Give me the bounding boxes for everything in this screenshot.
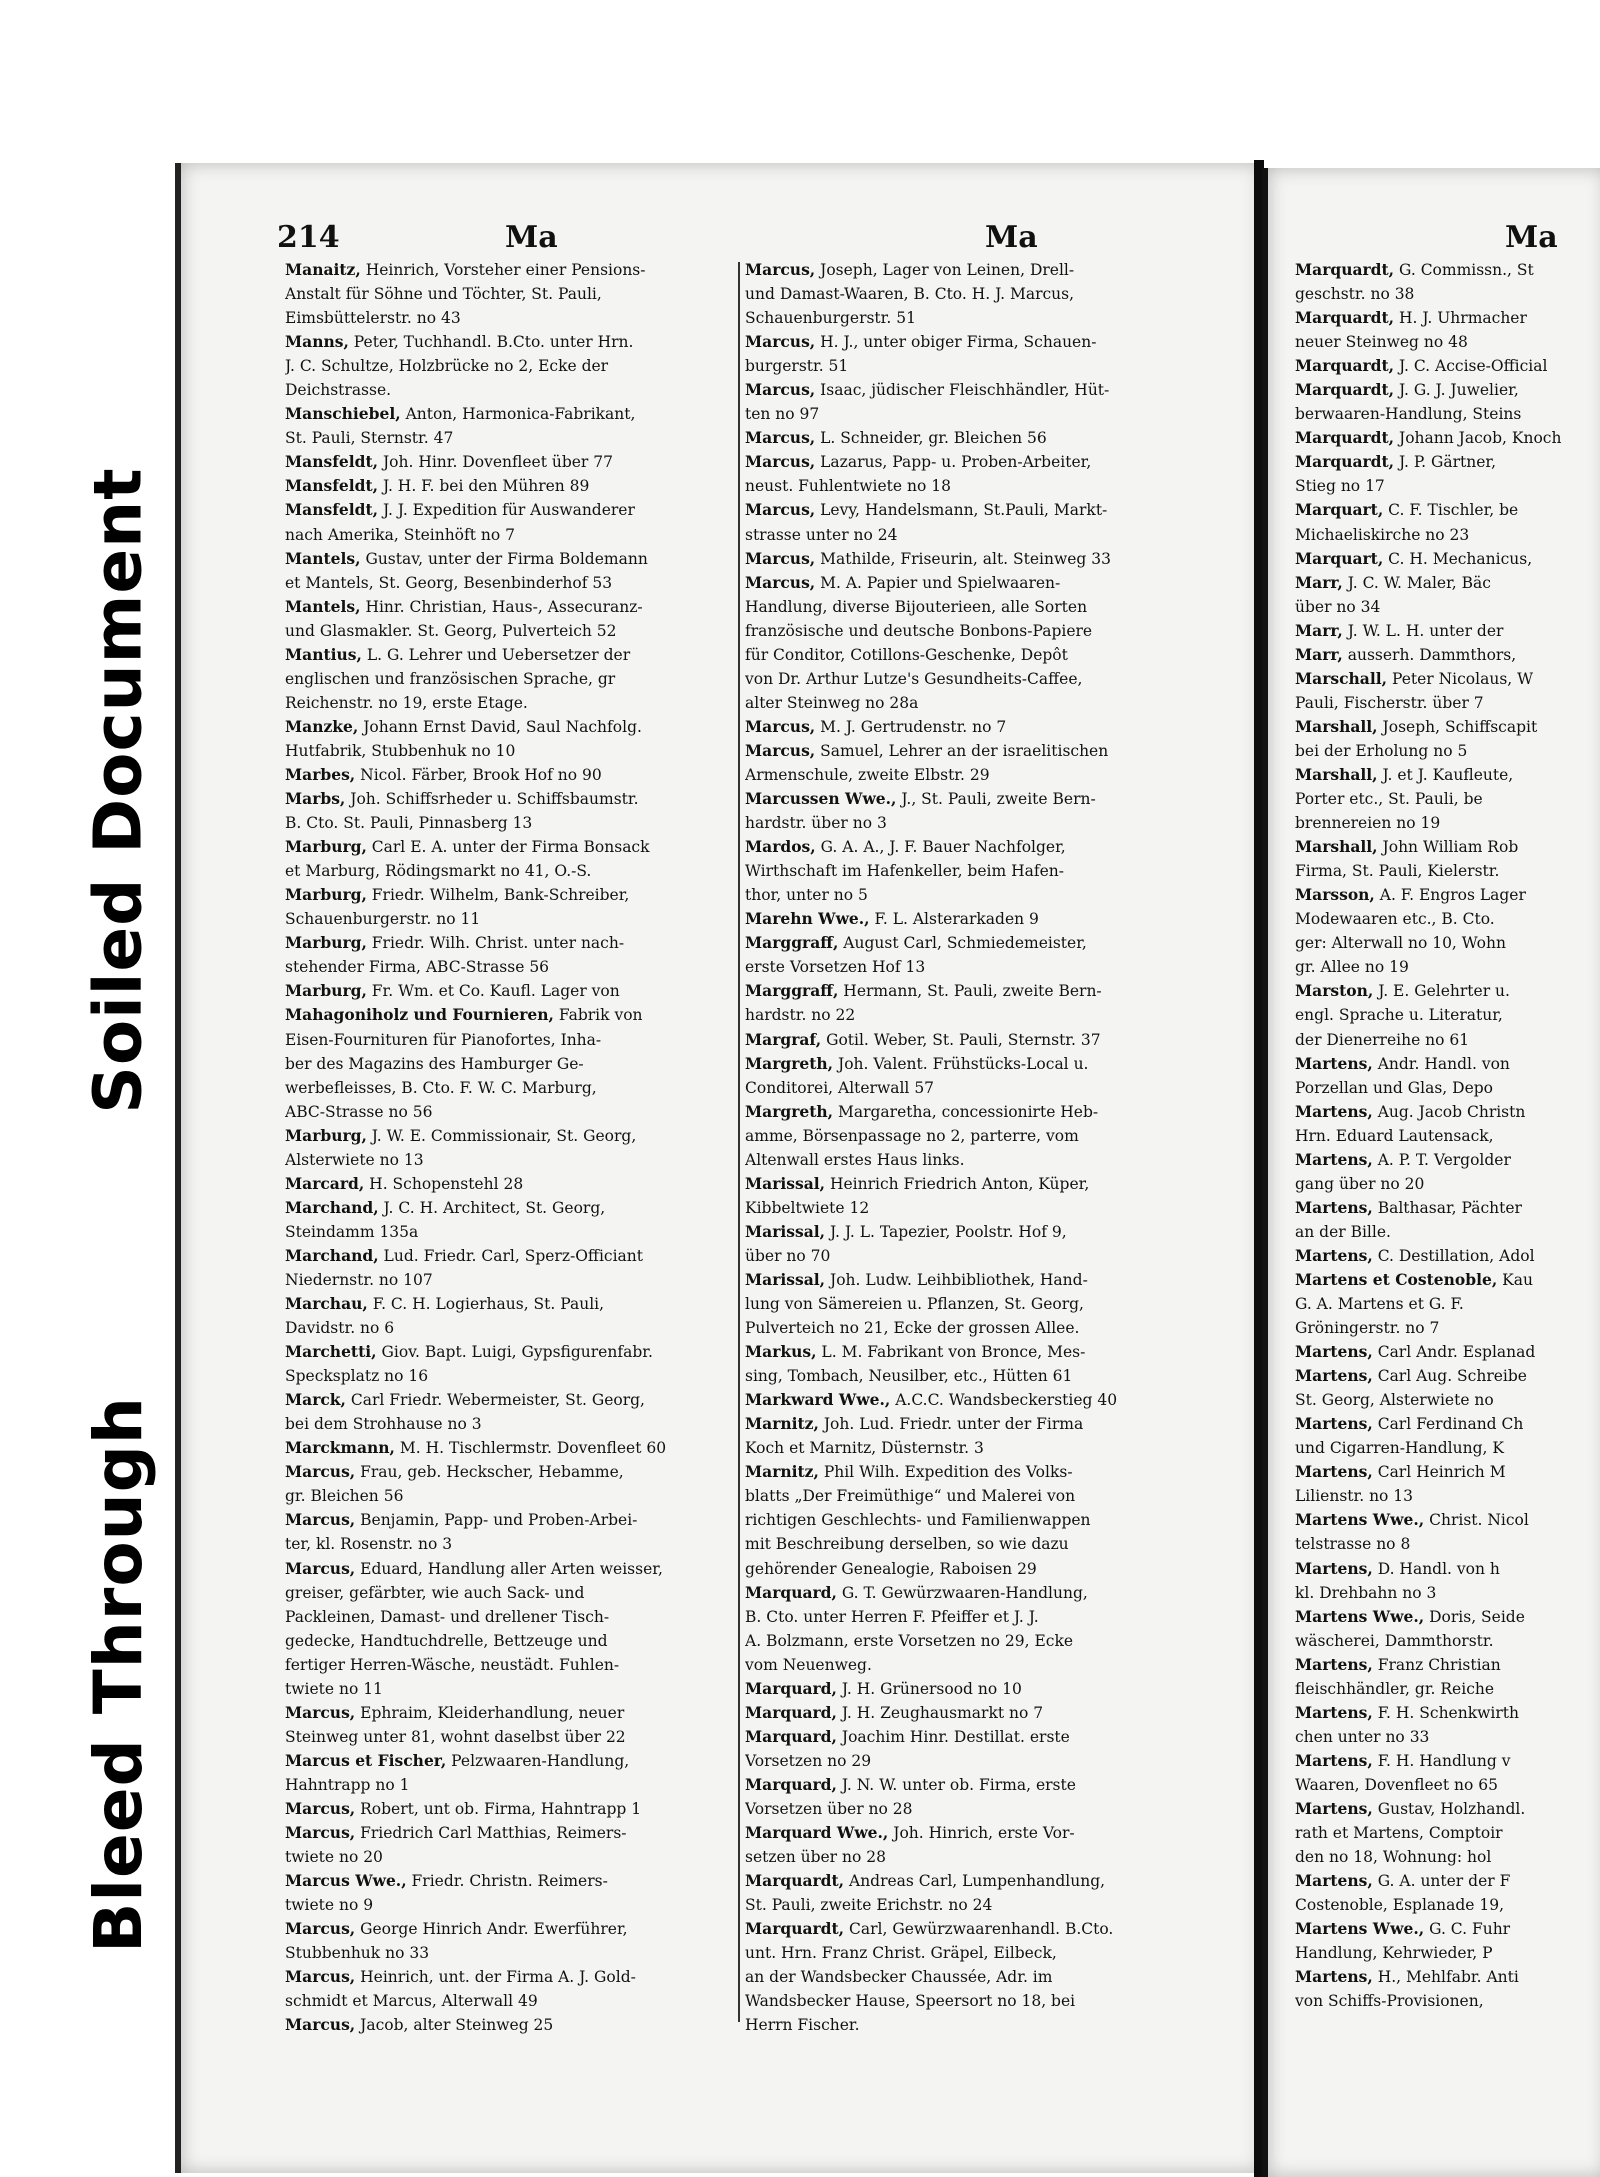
- directory-line: Schauenburgerstr. no 11: [285, 910, 481, 929]
- directory-line: französische und deutsche Bonbons-Papiere: [745, 621, 1093, 640]
- directory-line: den no 18, Wohnung: hol: [1295, 1848, 1492, 1867]
- directory-line: Waaren, Dovenfleet no 65: [1295, 1775, 1498, 1794]
- directory-line: für Conditor, Cotillons-Geschenke, Depôt: [745, 645, 1068, 664]
- directory-line: Martens, Carl Andr. Esplanad: [1295, 1342, 1536, 1362]
- directory-line: Martens, Balthasar, Pächter: [1295, 1197, 1522, 1217]
- section-heading-left: Ma: [505, 220, 558, 255]
- section-heading-middle: Ma: [985, 220, 1038, 255]
- directory-line: Margraf, Gotil. Weber, St. Pauli, Sternstr. 37: [745, 1029, 1101, 1049]
- directory-line: Wirthschaft im Hafenkeller, beim Hafen-: [745, 862, 1064, 881]
- directory-line: Marchand, Lud. Friedr. Carl, Sperz-Officiant: [285, 1245, 643, 1265]
- directory-line: ter, kl. Rosenstr. no 3: [285, 1535, 453, 1554]
- directory-line: Markus, L. M. Fabrikant von Bronce, Mes-: [745, 1342, 1086, 1362]
- directory-line: Kibbeltwiete 12: [745, 1198, 870, 1217]
- directory-line: Marcus, L. Schneider, gr. Bleichen 56: [745, 428, 1047, 448]
- directory-line: Stieg no 17: [1295, 477, 1385, 496]
- directory-line: Marquardt, Carl, Gewürzwaarenhandl. B.Cto.: [745, 1919, 1114, 1939]
- directory-line: Martens Wwe., Doris, Seide: [1295, 1606, 1525, 1626]
- directory-line: Martens, F. H. Handlung v: [1295, 1750, 1511, 1770]
- directory-line: wäscherei, Dammthorstr.: [1295, 1631, 1494, 1650]
- directory-line: Koch et Marnitz, Düsternstr. 3: [745, 1439, 984, 1458]
- directory-line: und Cigarren-Handlung, K: [1295, 1439, 1504, 1458]
- directory-column-1: [285, 258, 740, 2037]
- directory-line: Marcus, H. J., unter obiger Firma, Schauen-: [745, 332, 1097, 352]
- directory-line: Mansfeldt, Joh. Hinr. Dovenfleet über 77: [285, 452, 613, 472]
- directory-line: gr. Bleichen 56: [285, 1487, 404, 1506]
- directory-line: Manaitz, Heinrich, Vorsteher einer Pensions-: [285, 260, 646, 279]
- directory-line: thor, unter no 5: [745, 886, 868, 905]
- directory-line: berwaaren-Handlung, Steins: [1295, 405, 1522, 424]
- directory-line: G. A. Martens et G. F.: [1295, 1295, 1464, 1314]
- directory-line: Markward Wwe., A.C.C. Wandsbeckerstieg 40: [745, 1390, 1118, 1410]
- directory-line: strasse unter no 24: [745, 525, 898, 544]
- directory-line: Porter etc., St. Pauli, be: [1295, 790, 1483, 809]
- directory-line: Marcard, H. Schopenstehl 28: [285, 1173, 524, 1193]
- directory-line: alter Steinweg no 28a: [745, 693, 919, 712]
- directory-line: von Schiffs-Provisionen,: [1295, 1992, 1484, 2011]
- directory-line: ten no 97: [745, 405, 820, 424]
- directory-line: Marck, Carl Friedr. Webermeister, St. Georg,: [285, 1390, 645, 1410]
- directory-line: unt. Hrn. Franz Christ. Gräpel, Eilbeck,: [745, 1944, 1057, 1963]
- directory-line: burgerstr. 51: [745, 357, 849, 376]
- directory-line: Marr, J. C. W. Maler, Bäc: [1295, 572, 1491, 592]
- directory-line: mit Beschreibung derselben, so wie dazu: [745, 1535, 1069, 1554]
- directory-line: Marquart, C. F. Tischler, be: [1295, 500, 1519, 520]
- section-heading-right: Ma: [1505, 220, 1558, 255]
- directory-line: Gröningerstr. no 7: [1295, 1319, 1440, 1338]
- directory-line: Hrn. Eduard Lautensack,: [1295, 1126, 1494, 1145]
- directory-line: Marquard Wwe., Joh. Hinrich, erste Vor-: [745, 1823, 1075, 1843]
- directory-line: Margreth, Margaretha, concessionirte Heb-: [745, 1101, 1099, 1121]
- directory-line: chen unter no 33: [1295, 1727, 1430, 1746]
- directory-line: Armenschule, zweite Elbstr. 29: [745, 765, 990, 784]
- directory-line: Martens, A. P. T. Vergolder: [1295, 1149, 1511, 1169]
- directory-line: gang über no 20: [1295, 1174, 1425, 1193]
- directory-line: Manns, Peter, Tuchhandl. B.Cto. unter Hrn.: [285, 332, 634, 352]
- directory-line: Mantels, Gustav, unter der Firma Boldemann: [285, 548, 648, 568]
- directory-line: Marquardt, H. J. Uhrmacher: [1295, 308, 1527, 328]
- directory-line: Wandsbecker Hause, Speersort no 18, bei: [745, 1992, 1076, 2011]
- directory-line: richtigen Geschlechts- und Familienwappen: [745, 1511, 1091, 1530]
- directory-line: J. C. Schultze, Holzbrücke no 2, Ecke der: [285, 357, 609, 376]
- directory-line: über no 70: [745, 1246, 831, 1265]
- directory-line: Marshall, Joseph, Schiffscapit: [1295, 716, 1538, 736]
- directory-line: Marcus, Samuel, Lehrer an der israelitischen: [745, 740, 1109, 760]
- directory-line: Eisen-Fournituren für Pianofortes, Inha-: [285, 1030, 602, 1049]
- directory-line: Marcussen Wwe., J., St. Pauli, zweite Bern-: [745, 789, 1096, 809]
- directory-line: Handlung, diverse Bijouterieen, alle Sorten: [745, 597, 1088, 616]
- directory-line: Martens, Franz Christian: [1295, 1654, 1501, 1674]
- directory-line: A. Bolzmann, erste Vorsetzen no 29, Ecke: [745, 1631, 1074, 1650]
- directory-line: Costenoble, Esplanade 19,: [1295, 1896, 1505, 1915]
- directory-line: St. Pauli, zweite Erichstr. no 24: [745, 1896, 993, 1915]
- directory-line: Marcus, Eduard, Handlung aller Arten weisser,: [285, 1558, 663, 1578]
- directory-line: lung von Sämereien u. Pflanzen, St. Georg,: [745, 1295, 1084, 1314]
- directory-line: Marshall, J. et J. Kaufleute,: [1295, 764, 1514, 784]
- directory-line: Steindamm 135a: [285, 1222, 419, 1241]
- soiled-document-label: [62, 466, 174, 1114]
- directory-line: Marcus, Joseph, Lager von Leinen, Drell-: [745, 260, 1075, 279]
- directory-line: Marggraff, August Carl, Schmiedemeister,: [745, 933, 1087, 953]
- directory-line: Marehn Wwe., F. L. Alsterarkaden 9: [745, 909, 1039, 929]
- directory-line: Marshall, John William Rob: [1295, 837, 1519, 857]
- directory-line: Marr, ausserh. Dammthors,: [1295, 644, 1517, 664]
- directory-line: Altenwall erstes Haus links.: [745, 1150, 965, 1169]
- directory-line: Firma, St. Pauli, Kielerstr.: [1295, 862, 1500, 881]
- directory-line: englischen und französischen Sprache, gr: [285, 669, 616, 688]
- directory-line: et Mantels, St. Georg, Besenbinderhof 53: [285, 573, 613, 592]
- directory-line: Marquardt, J. G. J. Juwelier,: [1295, 380, 1519, 400]
- directory-line: Marissal, Heinrich Friedrich Anton, Küper,: [745, 1173, 1090, 1193]
- directory-line: Martens, C. Destillation, Adol: [1295, 1245, 1535, 1265]
- directory-line: Marschall, Peter Nicolaus, W: [1295, 668, 1534, 688]
- directory-line: Steinweg unter 81, wohnt daselbst über 22: [285, 1727, 626, 1746]
- directory-line: amme, Börsenpassage no 2, parterre, vom: [745, 1126, 1079, 1145]
- directory-line: Marburg, Fr. Wm. et Co. Kaufl. Lager von: [285, 981, 620, 1001]
- directory-line: Michaeliskirche no 23: [1295, 525, 1470, 544]
- directory-line: Manzke, Johann Ernst David, Saul Nachfolg.: [285, 716, 642, 736]
- directory-line: Marquard, G. T. Gewürzwaaren-Handlung,: [745, 1582, 1088, 1602]
- directory-line: Vorsetzen no 29: [745, 1751, 872, 1770]
- directory-line: Marcus, M. A. Papier und Spielwaaren-: [745, 572, 1061, 592]
- directory-line: Marquart, C. H. Mechanicus,: [1295, 548, 1533, 568]
- directory-line: Marcus Wwe., Friedr. Christn. Reimers-: [285, 1871, 608, 1891]
- directory-line: Marr, J. W. L. H. unter der: [1295, 620, 1504, 640]
- directory-line: Marchand, J. C. H. Architect, St. Georg,: [285, 1197, 606, 1217]
- directory-line: Marquard, J. H. Zeughausmarkt no 7: [745, 1702, 1044, 1722]
- directory-line: hardstr. über no 3: [745, 814, 887, 833]
- directory-line: Marcus et Fischer, Pelzwaaren-Handlung,: [285, 1750, 630, 1770]
- directory-line: Manschiebel, Anton, Harmonica-Fabrikant,: [285, 404, 636, 424]
- bleed-through-label: [62, 1356, 174, 1992]
- directory-line: Martens, F. H. Schenkwirth: [1295, 1702, 1519, 1722]
- directory-line: brennereien no 19: [1295, 814, 1441, 833]
- directory-line: Alsterwiete no 13: [285, 1150, 424, 1169]
- directory-line: Handlung, Kehrwieder, P: [1295, 1944, 1493, 1963]
- directory-line: Mahagoniholz und Fournieren, Fabrik von: [285, 1005, 643, 1025]
- directory-line: Reichenstr. no 19, erste Etage.: [285, 693, 528, 712]
- directory-line: Marston, J. E. Gelehrter u.: [1295, 981, 1510, 1001]
- directory-line: Marissal, J. J. L. Tapezier, Poolstr. Hof 9,: [745, 1221, 1067, 1241]
- directory-line: Marburg, Friedr. Wilhelm, Bank-Schreiber,: [285, 885, 630, 905]
- directory-line: Modewaaren etc., B. Cto.: [1295, 910, 1495, 929]
- directory-line: neust. Fuhlentwiete no 18: [745, 477, 951, 496]
- directory-line: B. Cto. unter Herren F. Pfeiffer et J. J.: [745, 1607, 1039, 1626]
- directory-line: Marquardt, J. P. Gärtner,: [1295, 452, 1497, 472]
- directory-line: Marquard, J. N. W. unter ob. Firma, erste: [745, 1774, 1076, 1794]
- directory-line: ger: Alterwall no 10, Wohn: [1295, 934, 1506, 953]
- directory-line: Davidstr. no 6: [285, 1319, 395, 1338]
- directory-line: Stubbenhuk no 33: [285, 1944, 430, 1963]
- directory-line: St. Georg, Alsterwiete no: [1295, 1391, 1494, 1410]
- directory-line: ABC-Strasse no 56: [285, 1102, 433, 1121]
- directory-line: gehörender Genealogie, Raboisen 29: [745, 1559, 1037, 1578]
- directory-line: Martens, Gustav, Holzhandl.: [1295, 1799, 1526, 1818]
- directory-line: Marcus, Benjamin, Papp- und Proben-Arbei-: [285, 1510, 638, 1530]
- directory-line: Specksplatz no 16: [285, 1367, 429, 1386]
- directory-line: Mansfeldt, J. J. Expedition für Auswanderer: [285, 500, 635, 520]
- directory-line: Deichstrasse.: [285, 381, 392, 400]
- directory-line: Marcus, Frau, geb. Heckscher, Hebamme,: [285, 1462, 624, 1482]
- directory-line: Marcus, George Hinrich Andr. Ewerführer,: [285, 1919, 628, 1939]
- directory-line: Porzellan und Glas, Depo: [1295, 1078, 1494, 1097]
- directory-line: Marchetti, Giov. Bapt. Luigi, Gypsfigurenfabr.: [285, 1342, 653, 1362]
- directory-line: Marcus, Jacob, alter Steinweg 25: [285, 2015, 554, 2035]
- directory-line: Pauli, Fischerstr. über 7: [1295, 693, 1484, 712]
- directory-line: Marquardt, G. Commissn., St: [1295, 260, 1534, 279]
- directory-line: Hahntrapp no 1: [285, 1775, 410, 1794]
- directory-line: Herrn Fischer.: [745, 2016, 860, 2035]
- directory-line: Marquard, Joachim Hinr. Destillat. erste: [745, 1726, 1070, 1746]
- directory-line: hardstr. no 22: [745, 1006, 856, 1025]
- directory-line: Marcus, Mathilde, Friseurin, alt. Steinweg 33: [745, 548, 1112, 568]
- directory-line: Conditorei, Alterwall 57: [745, 1078, 935, 1097]
- soiled-document-text: Soiled Document: [79, 466, 157, 1114]
- directory-line: Marcus, Ephraim, Kleiderhandlung, neuer: [285, 1702, 625, 1722]
- directory-line: setzen über no 28: [745, 1848, 886, 1867]
- directory-line: Marquardt, Johann Jacob, Knoch: [1295, 428, 1562, 448]
- directory-line: Marcus, M. J. Gertrudenstr. no 7: [745, 716, 1007, 736]
- directory-line: B. Cto. St. Pauli, Pinnasberg 13: [285, 814, 533, 833]
- directory-line: Eimsbüttelerstr. no 43: [285, 309, 461, 328]
- directory-line: Marburg, Friedr. Wilh. Christ. unter nach-: [285, 933, 625, 953]
- directory-line: Marquard, J. H. Grünersood no 10: [745, 1678, 1022, 1698]
- directory-line: Martens, Carl Aug. Schreibe: [1295, 1366, 1527, 1386]
- directory-line: gr. Allee no 19: [1295, 958, 1409, 977]
- directory-line: gedecke, Handtuchdrelle, Bettzeuge und: [285, 1631, 608, 1650]
- directory-line: Martens, H., Mehlfabr. Anti: [1295, 1967, 1519, 1987]
- directory-line: Marquardt, Andreas Carl, Lumpenhandlung,: [745, 1871, 1106, 1891]
- directory-line: Marckmann, M. H. Tischlermstr. Dovenfleet 60: [285, 1438, 667, 1458]
- directory-line: Martens, Carl Heinrich M: [1295, 1462, 1506, 1482]
- directory-line: Martens, Aug. Jacob Christn: [1295, 1101, 1526, 1121]
- directory-line: Marquardt, J. C. Accise-Official: [1295, 356, 1548, 376]
- directory-line: Martens, Andr. Handl. von: [1295, 1053, 1510, 1073]
- directory-line: Schauenburgerstr. 51: [745, 309, 916, 328]
- directory-line: Packleinen, Damast- und drellener Tisch-: [285, 1607, 610, 1626]
- directory-line: twiete no 20: [285, 1848, 383, 1867]
- directory-line: Vorsetzen über no 28: [745, 1800, 913, 1818]
- directory-line: Marggraff, Hermann, St. Pauli, zweite Bern-: [745, 981, 1102, 1001]
- directory-line: twiete no 11: [285, 1679, 383, 1698]
- directory-line: Martens Wwe., G. C. Fuhr: [1295, 1919, 1511, 1939]
- directory-line: Marcus, Robert, unt ob. Firma, Hahntrapp 1: [285, 1799, 642, 1818]
- directory-line: geschstr. no 38: [1295, 285, 1415, 304]
- directory-line: Marsson, A. F. Engros Lager: [1295, 885, 1526, 905]
- directory-line: Mantius, L. G. Lehrer und Uebersetzer der: [285, 644, 631, 664]
- directory-line: rath et Martens, Comptoir: [1295, 1824, 1503, 1843]
- directory-line: nach Amerika, Steinhöft no 7: [285, 525, 516, 544]
- directory-line: bei der Erholung no 5: [1295, 741, 1468, 760]
- directory-line: kl. Drehbahn no 3: [1295, 1583, 1437, 1602]
- directory-line: Marburg, Carl E. A. unter der Firma Bonsack: [285, 837, 650, 857]
- bleed-through-text: Bleed Through: [79, 1395, 157, 1953]
- directory-line: Martens Wwe., Christ. Nicol: [1295, 1510, 1529, 1530]
- directory-line: Martens, D. Handl. von h: [1295, 1558, 1500, 1578]
- directory-line: Marcus, Friedrich Carl Matthias, Reimers-: [285, 1823, 627, 1843]
- directory-line: stehender Firma, ABC-Strasse 56: [285, 958, 550, 977]
- directory-line: et Marburg, Rödingsmarkt no 41, O.-S.: [285, 862, 592, 881]
- directory-line: erste Vorsetzen Hof 13: [745, 958, 926, 977]
- directory-line: Marnitz, Phil Wilh. Expedition des Volks-: [745, 1462, 1073, 1482]
- directory-line: Mantels, Hinr. Christian, Haus-, Assecuranz-: [285, 596, 643, 616]
- directory-line: Lilienstr. no 13: [1295, 1487, 1414, 1506]
- directory-line: greiser, gefärbter, wie auch Sack- und: [285, 1583, 585, 1602]
- directory-line: der Dienerreihe no 61: [1295, 1030, 1470, 1049]
- directory-line: Marbes, Nicol. Färber, Brook Hof no 90: [285, 764, 602, 784]
- directory-line: werbefleisses, B. Cto. F. W. C. Marburg,: [285, 1078, 597, 1097]
- directory-line: Marcus, Levy, Handelsmann, St.Pauli, Markt-: [745, 500, 1108, 520]
- directory-line: Hutfabrik, Stubbenhuk no 10: [285, 741, 516, 760]
- directory-line: engl. Sprache u. Literatur,: [1295, 1006, 1503, 1025]
- directory-line: Martens, G. A. unter der F: [1295, 1871, 1511, 1891]
- directory-line: Anstalt für Söhne und Töchter, St. Pauli,: [285, 285, 602, 304]
- directory-line: Marburg, J. W. E. Commissionair, St. Georg,: [285, 1125, 637, 1145]
- directory-column-2: [745, 258, 1211, 2037]
- directory-line: St. Pauli, Sternstr. 47: [285, 429, 454, 448]
- directory-line: fertiger Herren-Wäsche, neustädt. Fuhlen-: [285, 1655, 620, 1674]
- directory-line: Pulverteich no 21, Ecke der grossen Allee.: [745, 1319, 1080, 1338]
- directory-line: telstrasse no 8: [1295, 1535, 1411, 1554]
- directory-line: Marcus, Lazarus, Papp- u. Proben-Arbeiter,: [745, 452, 1092, 472]
- directory-line: sing, Tombach, Neusilber, etc., Hütten 61: [745, 1367, 1073, 1386]
- directory-line: Marcus, Heinrich, unt. der Firma A. J. Gold-: [285, 1967, 636, 1987]
- directory-line: Martens et Costenoble, Kau: [1295, 1269, 1533, 1289]
- directory-line: Niedernstr. no 107: [285, 1270, 433, 1289]
- directory-line: Marissal, Joh. Ludw. Leihbibliothek, Hand-: [745, 1269, 1088, 1289]
- directory-line: ber des Magazins des Hamburger Ge-: [285, 1054, 584, 1073]
- directory-line: an der Wandsbecker Chaussée, Adr. im: [745, 1968, 1053, 1987]
- directory-line: Martens, Carl Ferdinand Ch: [1295, 1414, 1524, 1434]
- directory-line: Marcus, Isaac, jüdischer Fleischhändler, Hüt-: [745, 380, 1110, 400]
- directory-line: blatts „Der Freimüthige“ und Malerei von: [745, 1487, 1076, 1506]
- directory-line: von Dr. Arthur Lutze's Gesundheits-Caffee,: [745, 669, 1083, 688]
- directory-line: Margreth, Joh. Valent. Frühstücks-Local u.: [745, 1053, 1089, 1073]
- directory-line: fleischhändler, gr. Reiche: [1295, 1679, 1495, 1698]
- directory-line: schmidt et Marcus, Alterwall 49: [285, 1992, 538, 2011]
- directory-line: Marnitz, Joh. Lud. Friedr. unter der Firma: [745, 1414, 1084, 1434]
- directory-line: Marbs, Joh. Schiffsrheder u. Schiffsbaumstr.: [285, 789, 639, 809]
- directory-line: Marchau, F. C. H. Logierhaus, St. Pauli,: [285, 1294, 605, 1314]
- directory-line: Mansfeldt, J. H. F. bei den Mühren 89: [285, 476, 590, 496]
- directory-line: an der Bille.: [1295, 1222, 1391, 1241]
- directory-line: und Damast-Waaren, B. Cto. H. J. Marcus,: [745, 285, 1075, 304]
- directory-line: und Glasmakler. St. Georg, Pulverteich 52: [285, 621, 617, 640]
- directory-line: Mardos, G. A. A., J. F. Bauer Nachfolger,: [745, 837, 1066, 857]
- directory-line: bei dem Strohhause no 3: [285, 1415, 482, 1434]
- directory-line: über no 34: [1295, 597, 1381, 616]
- directory-line: neuer Steinweg no 48: [1295, 333, 1468, 352]
- directory-column-3: [1295, 258, 1600, 2013]
- page-number: 214: [277, 220, 340, 255]
- directory-line: twiete no 9: [285, 1896, 374, 1915]
- directory-line: vom Neuenweg.: [745, 1655, 872, 1674]
